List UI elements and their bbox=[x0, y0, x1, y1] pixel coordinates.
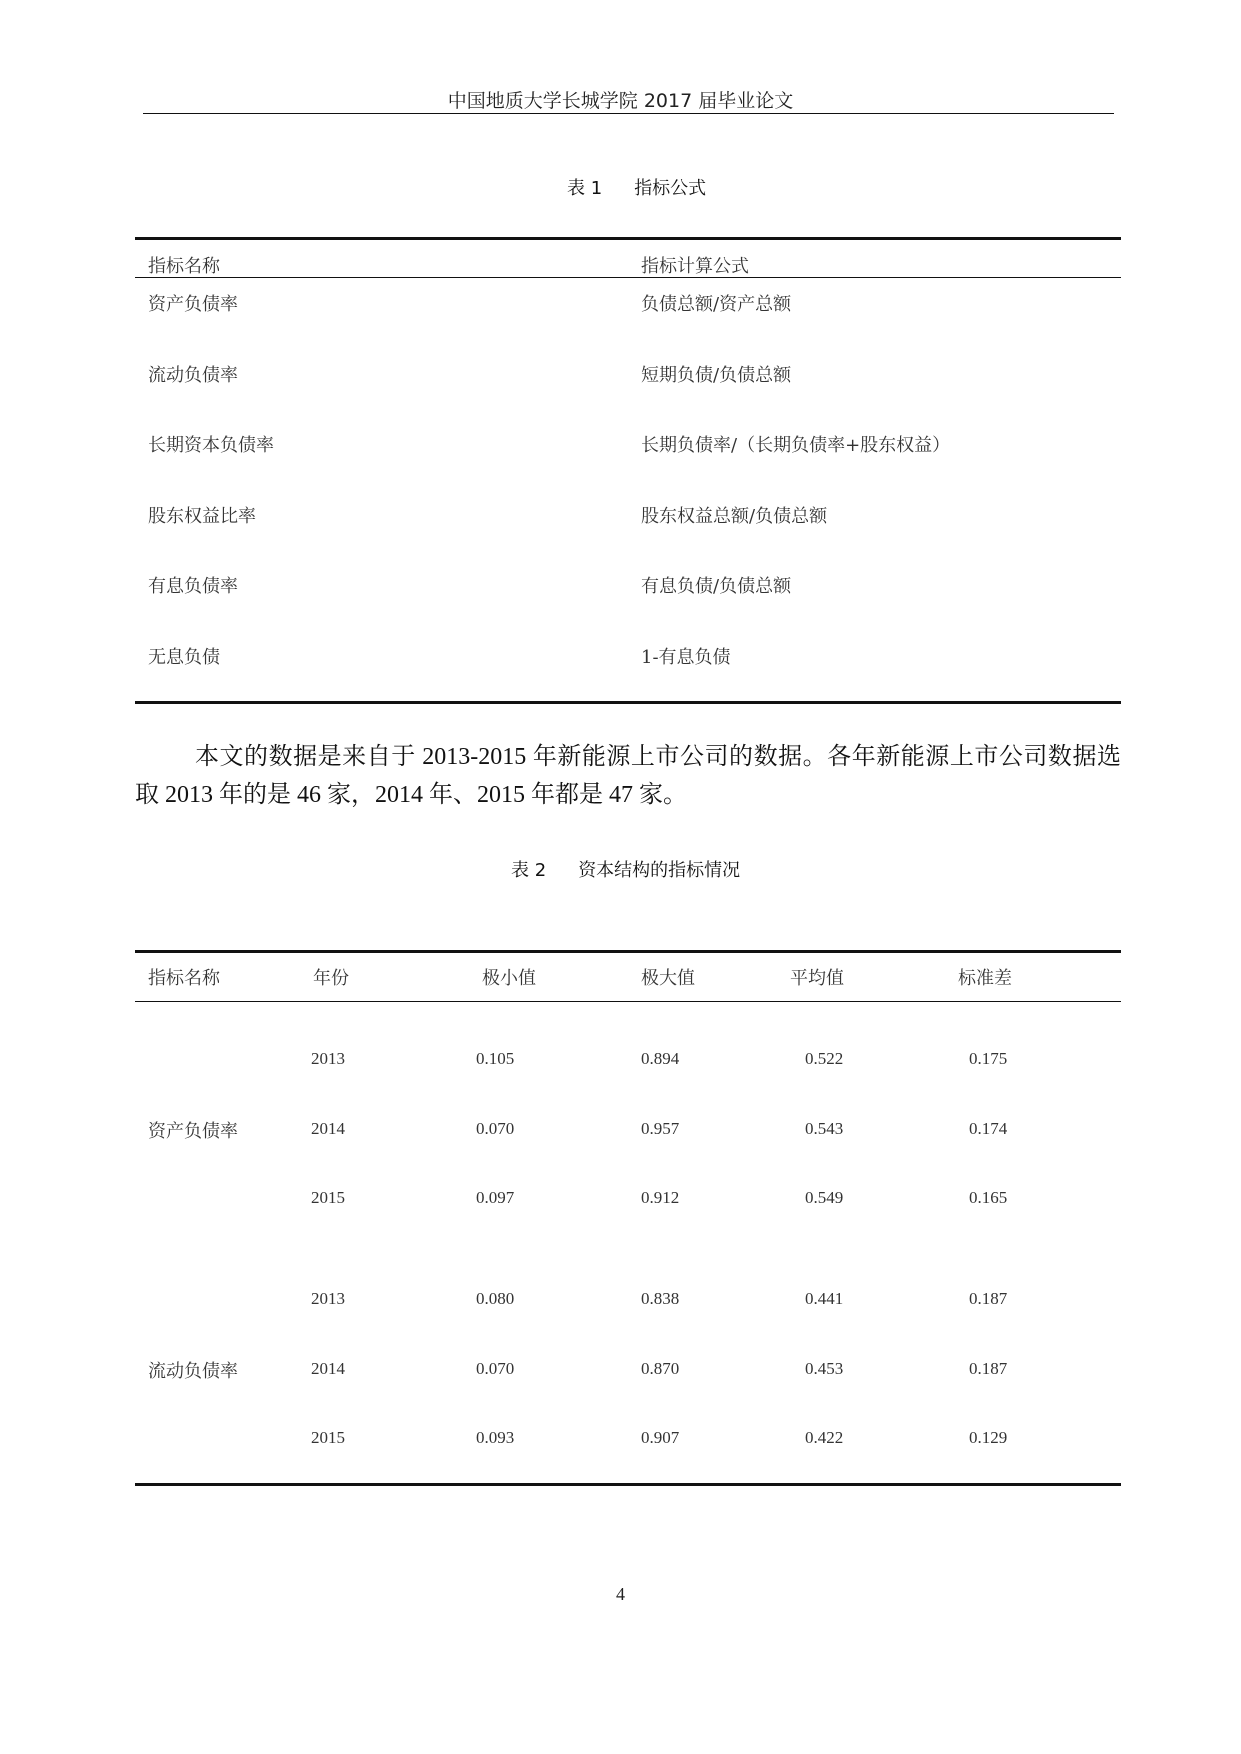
table1-caption bbox=[567, 174, 706, 200]
table1-row-name: 流动负债率 bbox=[148, 365, 238, 386]
table2-cell-min: 0.080 bbox=[476, 1289, 515, 1308]
table2-caption bbox=[511, 856, 740, 882]
table2-cell-mean: 0.441 bbox=[805, 1289, 844, 1308]
table2-cell-std: 0.187 bbox=[969, 1289, 1008, 1308]
table2-caption-number: 表 2 bbox=[511, 860, 547, 881]
table2-cell-max: 0.838 bbox=[641, 1289, 680, 1308]
table2-cell-max: 0.894 bbox=[641, 1049, 680, 1068]
table2-cell-mean: 0.543 bbox=[805, 1119, 844, 1138]
table2-caption-title: 资本结构的指标情况 bbox=[578, 860, 741, 881]
table2-cell-mean: 0.522 bbox=[805, 1049, 844, 1068]
table1-row-formula: 长期负债率/（长期负债率+股东权益） bbox=[641, 435, 951, 456]
table2-cell-min: 0.070 bbox=[476, 1119, 515, 1138]
table2-cell-mean: 0.453 bbox=[805, 1359, 844, 1378]
table2-cell-min: 0.105 bbox=[476, 1049, 515, 1068]
table2-header-name: 指标名称 bbox=[148, 968, 220, 989]
table1-caption-number: 表 1 bbox=[567, 178, 603, 199]
table2-cell-min: 0.097 bbox=[476, 1188, 515, 1207]
table2-top-rule bbox=[135, 950, 1121, 953]
table2-cell-max: 0.870 bbox=[641, 1359, 680, 1378]
table2-cell-year: 2013 bbox=[311, 1289, 345, 1308]
table1-row-formula: 短期负债/负债总额 bbox=[641, 365, 792, 386]
table2-group-name: 流动负债率 bbox=[148, 1361, 238, 1382]
table2-bottom-rule bbox=[135, 1483, 1121, 1486]
running-header: 中国地质大学长城学院 2017 届毕业论文 bbox=[447, 90, 794, 112]
table2-cell-max: 0.912 bbox=[641, 1188, 680, 1207]
table1-header-name: 指标名称 bbox=[148, 256, 220, 277]
table1-row-name: 无息负债 bbox=[148, 647, 220, 668]
table2-cell-std: 0.175 bbox=[969, 1049, 1008, 1068]
table2-header-mean: 平均值 bbox=[790, 968, 844, 989]
table1-header-rule bbox=[135, 277, 1121, 278]
table2-cell-min: 0.093 bbox=[476, 1428, 515, 1447]
table2-cell-std: 0.129 bbox=[969, 1428, 1008, 1447]
table1-header-formula: 指标计算公式 bbox=[641, 256, 749, 277]
table1-row-formula: 股东权益总额/负债总额 bbox=[641, 506, 828, 527]
table2-group-name: 资产负债率 bbox=[148, 1121, 238, 1142]
table2-cell-max: 0.957 bbox=[641, 1119, 680, 1138]
table2-cell-year: 2014 bbox=[311, 1119, 345, 1138]
table2-cell-year: 2013 bbox=[311, 1049, 345, 1068]
table2-header-rule bbox=[135, 1001, 1121, 1002]
table2-cell-year: 2014 bbox=[311, 1359, 345, 1378]
table2-cell-max: 0.907 bbox=[641, 1428, 680, 1447]
table2-cell-std: 0.187 bbox=[969, 1359, 1008, 1378]
table2-cell-year: 2015 bbox=[311, 1188, 345, 1207]
table2-header-std: 标准差 bbox=[958, 968, 1012, 989]
table2-cell-mean: 0.422 bbox=[805, 1428, 844, 1447]
table1-top-rule bbox=[135, 237, 1121, 240]
table1-caption-title: 指标公式 bbox=[634, 178, 707, 199]
table2-cell-year: 2015 bbox=[311, 1428, 345, 1447]
table2-cell-std: 0.165 bbox=[969, 1188, 1008, 1207]
table1-row-name: 长期资本负债率 bbox=[148, 435, 274, 456]
table2-cell-min: 0.070 bbox=[476, 1359, 515, 1378]
header-rule bbox=[143, 113, 1114, 114]
table2-cell-std: 0.174 bbox=[969, 1119, 1008, 1138]
table1-row-name: 有息负债率 bbox=[148, 576, 238, 597]
table2-header-max: 极大值 bbox=[641, 968, 695, 989]
table1-row-name: 股东权益比率 bbox=[148, 506, 256, 527]
table2-header-year: 年份 bbox=[313, 968, 349, 989]
table1-row-name: 资产负债率 bbox=[148, 294, 238, 315]
table1-row-formula: 1-有息负债 bbox=[641, 647, 731, 668]
table2-header-min: 极小值 bbox=[482, 968, 536, 989]
table1-row-formula: 有息负债/负债总额 bbox=[641, 576, 792, 597]
table1-bottom-rule bbox=[135, 701, 1121, 704]
table2-cell-mean: 0.549 bbox=[805, 1188, 844, 1207]
page-number: 4 bbox=[616, 1584, 625, 1604]
body-paragraph: 本文的数据是来自于 2013-2015 年新能源上市公司的数据。各年新能源上市公司数据选取 2013 年的是 46 家，2014 年、2015 年都是 47 家。 bbox=[135, 744, 1121, 808]
table1-row-formula: 负债总额/资产总额 bbox=[641, 294, 792, 315]
